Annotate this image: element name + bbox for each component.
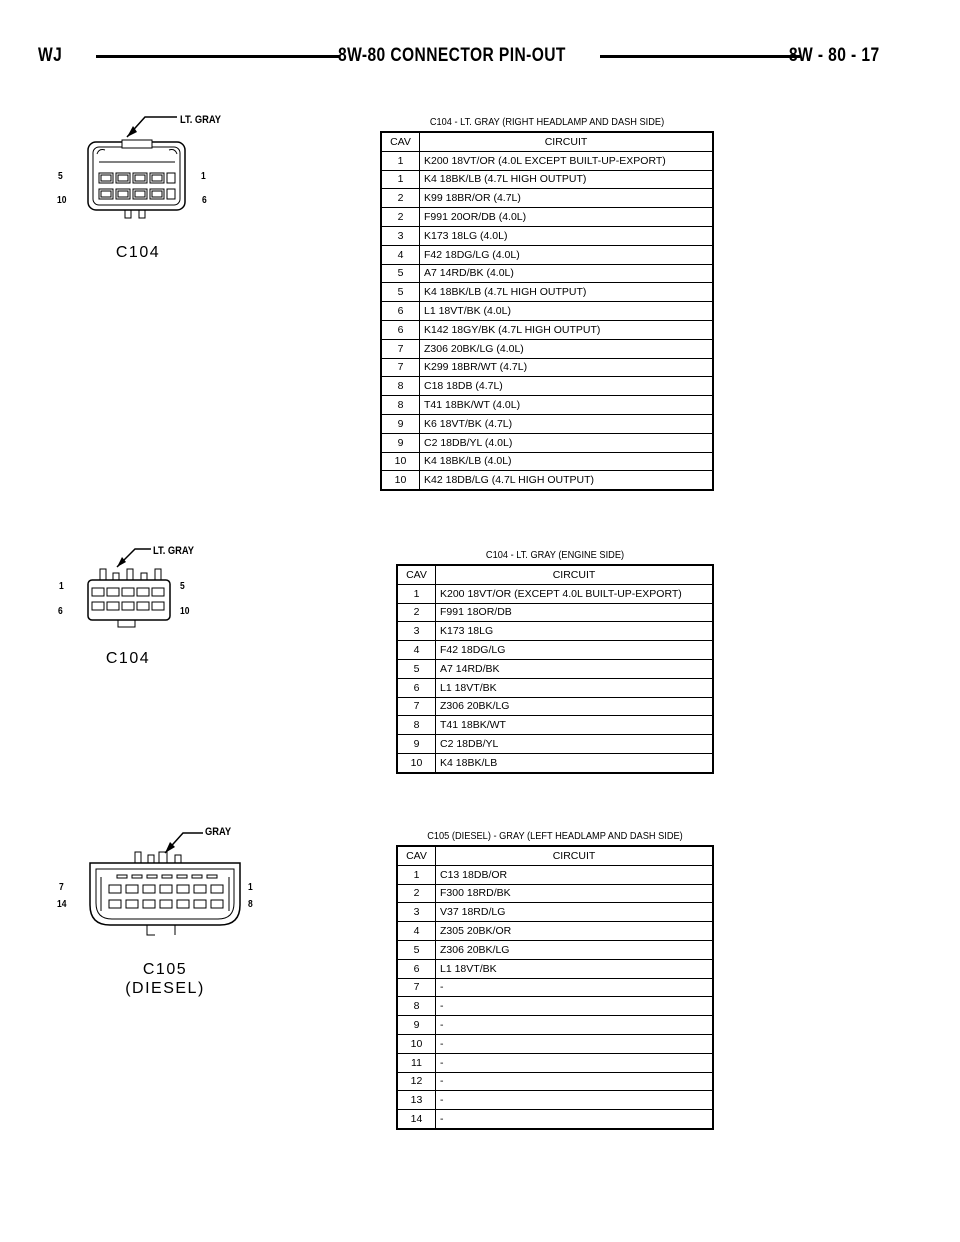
pinout-table-c105 xyxy=(396,845,714,1130)
circuit-code: K6 18VT/BK (4.7L) xyxy=(420,414,714,433)
cavity-number: 4 xyxy=(397,641,436,660)
cavity-number: 7 xyxy=(397,978,436,997)
circuit-code: K99 18BR/OR (4.7L) xyxy=(420,189,714,208)
table-row xyxy=(397,1072,713,1091)
table-row xyxy=(381,471,713,490)
table-row xyxy=(397,884,713,903)
page-header xyxy=(38,44,880,74)
connector-c105-diagram xyxy=(55,825,265,1005)
circuit-code: C18 18DB (4.7L) xyxy=(420,377,714,396)
circuit-code: F991 20OR/DB (4.0L) xyxy=(420,208,714,227)
table-row xyxy=(397,922,713,941)
column-header-cav: CAV xyxy=(381,132,420,151)
table-row xyxy=(381,433,713,452)
table-row xyxy=(381,245,713,264)
circuit-code: Z305 20BK/OR xyxy=(436,922,714,941)
circuit-code: Z306 20BK/LG xyxy=(436,697,714,716)
table-row xyxy=(381,358,713,377)
table-row xyxy=(381,377,713,396)
pin-number-label: 10 xyxy=(57,195,67,206)
circuit-code: K42 18DB/LG (4.7L HIGH OUTPUT) xyxy=(420,471,714,490)
cavity-number: 2 xyxy=(397,603,436,622)
circuit-code: C2 18DB/YL xyxy=(436,735,714,754)
table-row xyxy=(397,997,713,1016)
cavity-number: 4 xyxy=(381,245,420,264)
connector-color-label: GRAY xyxy=(205,826,232,838)
circuit-code: K200 18VT/OR (4.0L EXCEPT BUILT-UP-EXPORT) xyxy=(420,151,714,170)
cavity-number: 4 xyxy=(397,922,436,941)
circuit-code: K4 18BK/LB xyxy=(436,753,714,772)
cavity-number: 13 xyxy=(397,1091,436,1110)
table-row xyxy=(381,283,713,302)
cavity-number: 7 xyxy=(397,697,436,716)
pin-number-label: 10 xyxy=(180,606,190,617)
cavity-number: 6 xyxy=(397,678,436,697)
pin-number-label: 5 xyxy=(180,581,185,592)
circuit-code: - xyxy=(436,1110,714,1129)
pin-number-label: 1 xyxy=(59,581,64,592)
table-row xyxy=(397,641,713,660)
column-header-circuit: CIRCUIT xyxy=(436,846,714,865)
cavity-number: 2 xyxy=(381,208,420,227)
table-row xyxy=(397,697,713,716)
circuit-code: Z306 20BK/LG xyxy=(436,940,714,959)
cavity-number: 8 xyxy=(397,997,436,1016)
pinout-table-c104-engine xyxy=(396,564,714,774)
cavity-number: 8 xyxy=(381,377,420,396)
pin-number-label: 6 xyxy=(202,195,207,206)
table-title: C104 - LT. GRAY (RIGHT HEADLAMP AND DASH SIDE) xyxy=(429,116,665,128)
cavity-number: 12 xyxy=(397,1072,436,1091)
pin-number-label: 5 xyxy=(58,171,63,182)
column-header-cav: CAV xyxy=(397,846,436,865)
cavity-number: 2 xyxy=(381,189,420,208)
cavity-number: 9 xyxy=(381,414,420,433)
cavity-number: 9 xyxy=(381,433,420,452)
circuit-code: - xyxy=(436,978,714,997)
circuit-code: K173 18LG (4.0L) xyxy=(420,226,714,245)
connector-color-label: LT. GRAY xyxy=(180,114,222,126)
cavity-number: 9 xyxy=(397,1016,436,1035)
connector-color-label: LT. GRAY xyxy=(153,545,195,557)
circuit-code: F991 18OR/DB xyxy=(436,603,714,622)
table-row xyxy=(397,903,713,922)
cavity-number: 1 xyxy=(381,170,420,189)
table-row xyxy=(397,1091,713,1110)
pin-number-label: 8 xyxy=(248,899,253,910)
circuit-code: T41 18BK/WT (4.0L) xyxy=(420,396,714,415)
cavity-number: 5 xyxy=(381,264,420,283)
column-header-cav: CAV xyxy=(397,565,436,584)
circuit-code: K173 18LG xyxy=(436,622,714,641)
table-row xyxy=(381,151,713,170)
circuit-code: K4 18BK/LB (4.0L) xyxy=(420,452,714,471)
page-number: 8W - 80 - 17 xyxy=(789,45,880,66)
circuit-code: - xyxy=(436,1072,714,1091)
circuit-code: F300 18RD/BK xyxy=(436,884,714,903)
circuit-code: L1 18VT/BK xyxy=(436,678,714,697)
table-row xyxy=(397,659,713,678)
cavity-number: 6 xyxy=(397,959,436,978)
table-row xyxy=(397,959,713,978)
circuit-code: F42 18DG/LG (4.0L) xyxy=(420,245,714,264)
cavity-number: 8 xyxy=(397,716,436,735)
circuit-code: - xyxy=(436,1016,714,1035)
pin-number-label: 7 xyxy=(59,882,64,893)
section-title: 8W-80 CONNECTOR PIN-OUT xyxy=(338,45,566,66)
circuit-code: - xyxy=(436,1053,714,1072)
table-row xyxy=(397,716,713,735)
cavity-number: 3 xyxy=(397,903,436,922)
connector-c104-dash-diagram xyxy=(55,110,255,270)
circuit-code: K200 18VT/OR (EXCEPT 4.0L BUILT-UP-EXPORT) xyxy=(436,584,714,603)
connector-name: C104 xyxy=(105,650,151,667)
circuit-code: K4 18BK/LB (4.7L HIGH OUTPUT) xyxy=(420,170,714,189)
circuit-code: K142 18GY/BK (4.7L HIGH OUTPUT) xyxy=(420,320,714,339)
cavity-number: 1 xyxy=(397,584,436,603)
table-title: C105 (DIESEL) - GRAY (LEFT HEADLAMP AND DASH SIDE) xyxy=(427,830,683,842)
table-row xyxy=(381,302,713,321)
circuit-code: K4 18BK/LB (4.7L HIGH OUTPUT) xyxy=(420,283,714,302)
cavity-number: 3 xyxy=(397,622,436,641)
circuit-code: - xyxy=(436,997,714,1016)
table-row xyxy=(381,170,713,189)
table-row xyxy=(397,1016,713,1035)
circuit-code: F42 18DG/LG xyxy=(436,641,714,660)
circuit-code: T41 18BK/WT xyxy=(436,716,714,735)
table-row xyxy=(381,414,713,433)
table-row xyxy=(397,1110,713,1129)
connector-name: C105 xyxy=(142,961,188,978)
table-row xyxy=(397,622,713,641)
pin-number-label: 1 xyxy=(201,171,206,182)
cavity-number: 1 xyxy=(397,865,436,884)
cavity-number: 7 xyxy=(381,358,420,377)
cavity-number: 3 xyxy=(381,226,420,245)
model-code: WJ xyxy=(38,45,63,66)
column-header-circuit: CIRCUIT xyxy=(436,565,714,584)
cavity-number: 8 xyxy=(381,396,420,415)
header-rule-left xyxy=(96,55,340,58)
circuit-code: V37 18RD/LG xyxy=(436,903,714,922)
table-title: C104 - LT. GRAY (ENGINE SIDE) xyxy=(485,549,625,561)
cavity-number: 7 xyxy=(381,339,420,358)
table-row xyxy=(381,189,713,208)
table-row xyxy=(397,940,713,959)
circuit-code: A7 14RD/BK (4.0L) xyxy=(420,264,714,283)
table-row xyxy=(381,320,713,339)
connector-c104-engine-diagram xyxy=(55,545,255,675)
circuit-code: L1 18VT/BK xyxy=(436,959,714,978)
table-row xyxy=(381,208,713,227)
pin-number-label: 6 xyxy=(58,606,63,617)
table-row xyxy=(397,735,713,754)
table-row xyxy=(397,1034,713,1053)
circuit-code: C13 18DB/OR xyxy=(436,865,714,884)
table-row xyxy=(397,678,713,697)
cavity-number: 10 xyxy=(397,753,436,772)
table-row xyxy=(381,226,713,245)
cavity-number: 5 xyxy=(397,659,436,678)
cavity-number: 10 xyxy=(381,471,420,490)
circuit-code: A7 14RD/BK xyxy=(436,659,714,678)
connector-name: C104 xyxy=(115,244,161,261)
circuit-code: - xyxy=(436,1034,714,1053)
table-row xyxy=(381,396,713,415)
cavity-number: 2 xyxy=(397,884,436,903)
cavity-number: 11 xyxy=(397,1053,436,1072)
cavity-number: 10 xyxy=(397,1034,436,1053)
cavity-number: 6 xyxy=(381,302,420,321)
pinout-table-c104-dash xyxy=(380,131,714,491)
circuit-code: C2 18DB/YL (4.0L) xyxy=(420,433,714,452)
cavity-number: 10 xyxy=(381,452,420,471)
circuit-code: K299 18BR/WT (4.7L) xyxy=(420,358,714,377)
table-row xyxy=(397,603,713,622)
cavity-number: 1 xyxy=(381,151,420,170)
table-row xyxy=(397,865,713,884)
table-row xyxy=(381,264,713,283)
table-row xyxy=(397,753,713,772)
circuit-code: Z306 20BK/LG (4.0L) xyxy=(420,339,714,358)
table-row xyxy=(381,339,713,358)
pin-number-label: 14 xyxy=(57,899,67,910)
connector-variant: (DIESEL) xyxy=(125,980,205,997)
cavity-number: 6 xyxy=(381,320,420,339)
cavity-number: 14 xyxy=(397,1110,436,1129)
pin-number-label: 1 xyxy=(248,882,253,893)
cavity-number: 9 xyxy=(397,735,436,754)
table-row xyxy=(381,452,713,471)
cavity-number: 5 xyxy=(381,283,420,302)
table-row xyxy=(397,978,713,997)
cavity-number: 5 xyxy=(397,940,436,959)
circuit-code: - xyxy=(436,1091,714,1110)
column-header-circuit: CIRCUIT xyxy=(420,132,714,151)
table-row xyxy=(397,1053,713,1072)
table-row xyxy=(397,584,713,603)
header-rule-right xyxy=(600,55,800,58)
circuit-code: L1 18VT/BK (4.0L) xyxy=(420,302,714,321)
